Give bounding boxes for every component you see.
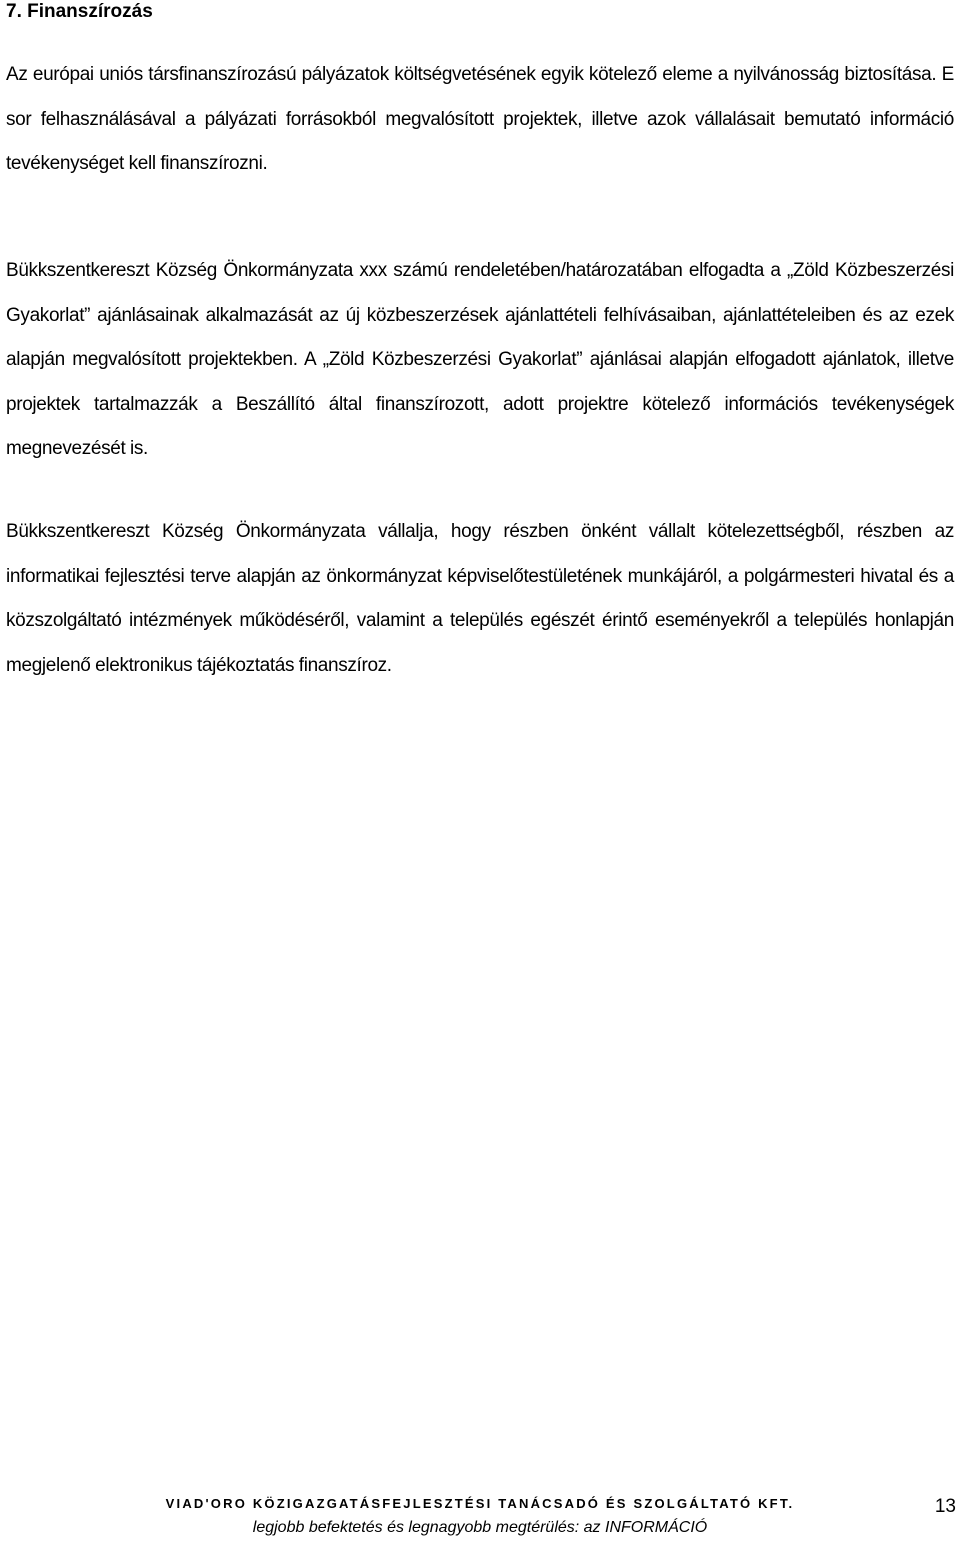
section-heading: 7. Finanszírozás xyxy=(6,1,153,22)
paragraph-nyilvanossag: Az európai uniós társfinanszírozású pályázatok költségvetésének egyik kötelező eleme a nyilvánosság biztosítása. E sor felhasználásával a pályázati forrásokból megvalósított projektek, illetve azok vállalásait bemutató információ tevékenységet kell finanszírozni. xyxy=(6,64,954,174)
footer-company-name: VIAD'ORO KÖZIGAZGATÁSFEJLESZTÉSI TANÁCSADÓ ÉS SZOLGÁLTATÓ KFT. xyxy=(165,1496,795,1511)
footer-tagline: legjobb befektetés és legnagyobb megtérülés: az INFORMÁCIÓ xyxy=(252,1519,708,1536)
page-number: 13 xyxy=(934,1496,956,1517)
paragraph-tajekoztatas: Bükkszentkereszt Község Önkormányzata vállalja, hogy részben önként vállalt kötelezettségből, részben az informatikai fejlesztési terve alapján az önkormányzat képviselőtestületének munkájáról, a polgármesteri hivatal és a közszolgáltató intézmények működéséről, valamint a település egészét érintő eseményekről a település honlapján megjelenő elektronikus tájékoztatás finanszíroz. xyxy=(6,521,954,676)
paragraph-zold-kozbeszerzes: Bükkszentkereszt Község Önkormányzata xxx számú rendeletében/határozatában elfogadta a „Zöld Közbeszerzési Gyakorlat” ajánlásainak alkalmazását az új közbeszerzések ajánlattételi felhívásaiban, ajánlattételeiben és az ezek alapján megvalósított projektekben. A „Zöld Közbeszerzési Gyakorlat” ajánlásai alapján elfogadott ajánlatok, illetve projektek tartalmazzák a Beszállító által finanszírozott, adott projektre kötelező információs tevékenységek megnevezését is. xyxy=(6,260,954,459)
